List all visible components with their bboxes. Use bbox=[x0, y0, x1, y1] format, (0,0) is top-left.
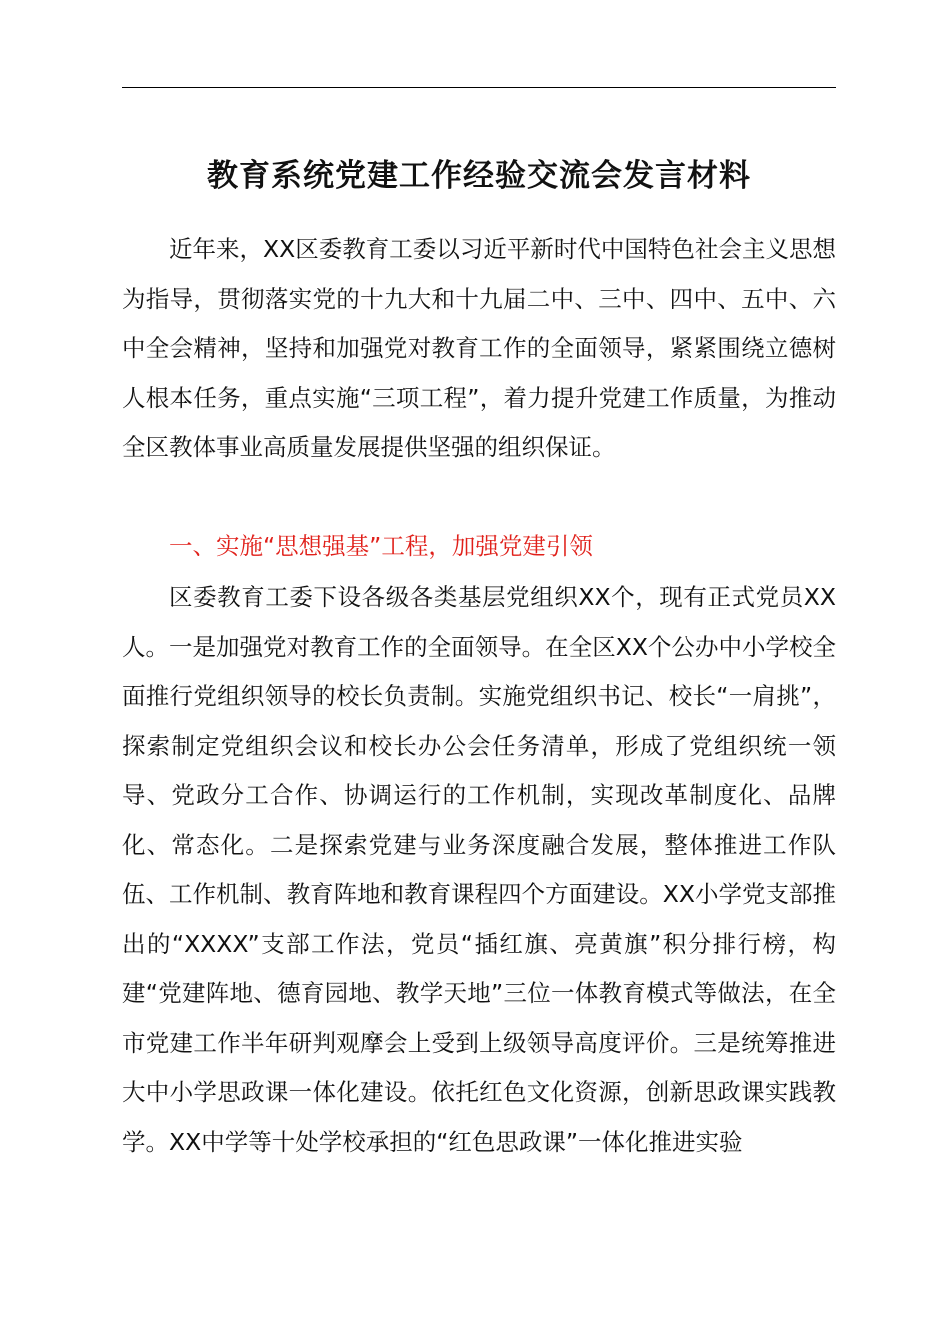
intro-paragraph: 近年来，XX区委教育工委以习近平新时代中国特色社会主义思想为指导，贯彻落实党的十九大和十九届二中、三中、四中、五中、六中全会精神，坚持和加强党对教育工作的全面领导，紧紧围绕立德树人根本任务，重点实施“三项工程”，着力提升党建工作质量，为推动全区教体事业高质量发展提供坚强的组织保证。 bbox=[122, 235, 836, 461]
document-title: 教育系统党建工作经验交流会发言材料 bbox=[207, 158, 751, 194]
section-paragraph: 区委教育工委下设各级各类基层党组织XX个，现有正式党员XX人。一是加强党对教育工作的全面领导。在全区XX个公办中小学校全面推行党组织领导的校长负责制。实施党组织书记、校长“一肩挑”，探索制定党组织会议和校长办公会任务清单，形成了党组织统一领导、党政分工合作、协调运行的工作机制，实现改革制度化、品牌化、常态化。二是探索党建与业务深度融合发展，整体推进工作队伍、工作机制、教育阵地和教育课程四个方面建设。XX小学党支部推出的“XXXX”支部工作法，党员“插红旗、亮黄旗”积分排行榜，构建“党建阵地、德育园地、教学天地”三位一体教育模式等做法，在全市党建工作半年研判观摩会上受到上级领导高度评价。三是统筹推进大中小学思政课一体化建设。依托红色文化资源，创新思政课实践教学。XX中学等十处学校承担的“红色思政课”一体化推进实验 bbox=[122, 583, 836, 1156]
section-heading: 一、实施“思想强基”工程，加强党建引领 bbox=[169, 532, 593, 560]
header-rule bbox=[122, 87, 836, 88]
